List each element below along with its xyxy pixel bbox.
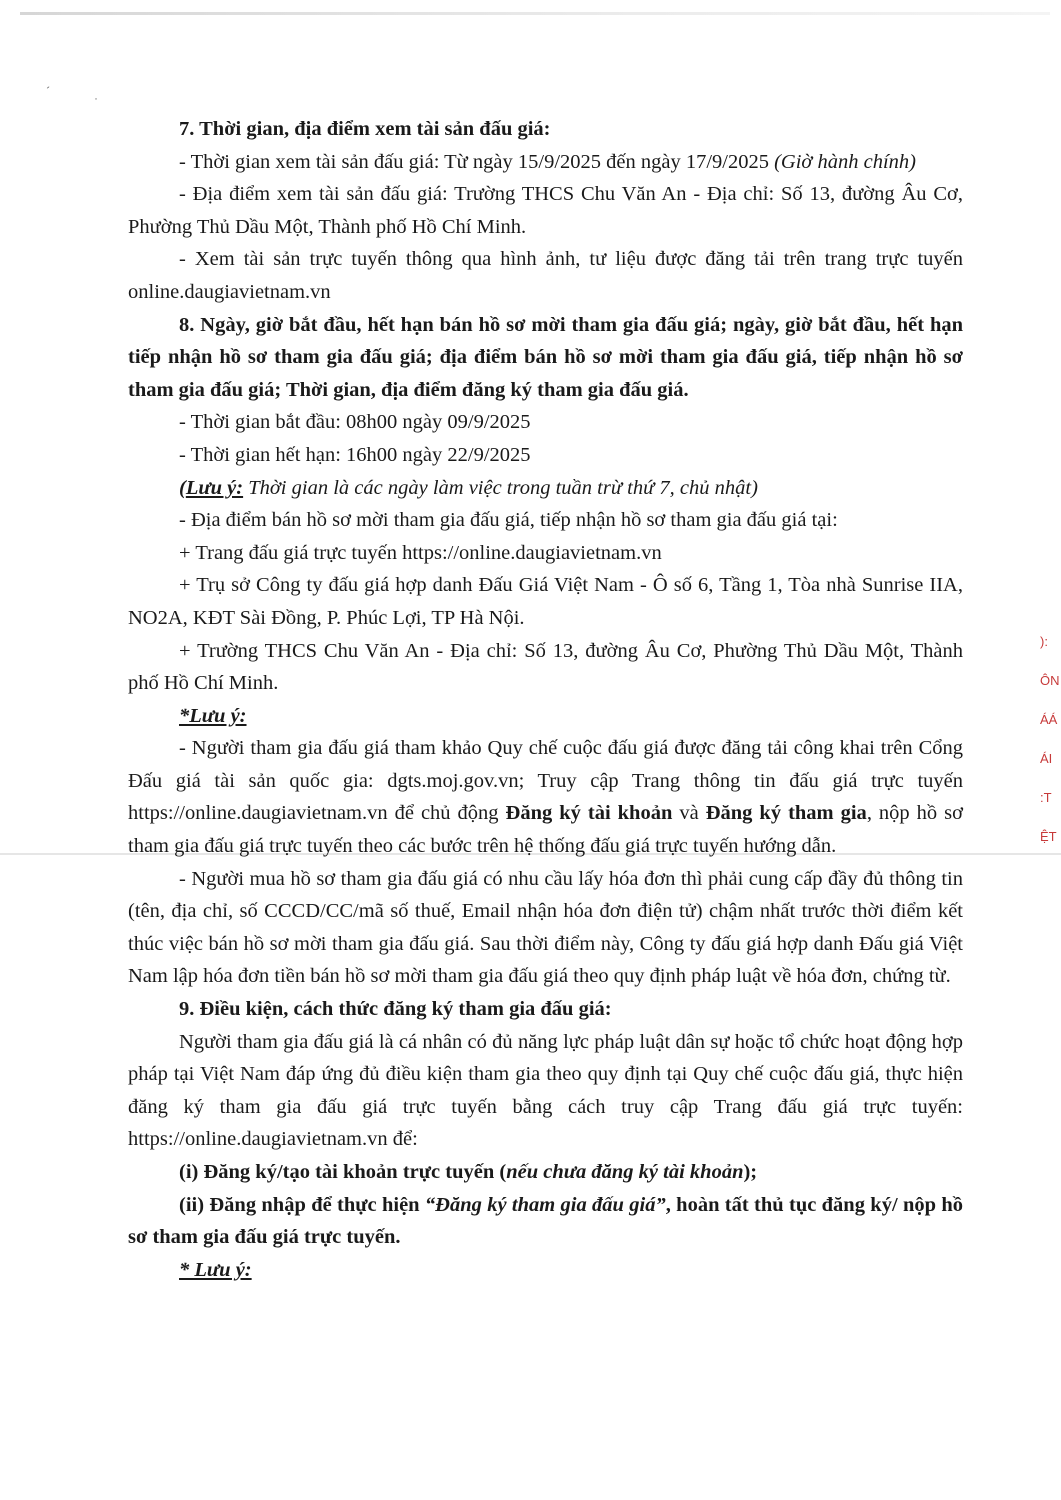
- text-run: , nộp hồ sơ tham gia đấu giá trực tuyến theo các bước trên hệ thống đấu giá trực tuyến hướng dẫn.: [128, 802, 963, 858]
- text-run: );: [743, 1161, 758, 1183]
- paragraph: [128, 504, 963, 537]
- paragraph: [128, 472, 963, 505]
- text-run: , hoàn tất thủ tục đăng ký/ nộp hồ sơ tham gia đấu giá trực tuyến.: [128, 1193, 964, 1249]
- text-run: - Thời gian xem tài sản đấu giá: Từ ngày 15/9/2025 đến ngày 17/9/2025: [179, 150, 775, 173]
- scan-edge-artifact: [20, 12, 1050, 15]
- stamp-text: ):: [1040, 634, 1048, 649]
- paragraph: [128, 569, 963, 634]
- paragraph: [128, 732, 963, 862]
- paragraph: [128, 1254, 963, 1287]
- text-run: - Thời gian bắt đầu: 08h00 ngày 09/9/2025: [179, 411, 531, 434]
- paragraph: [128, 309, 963, 407]
- text-run: * Lưu ý:: [179, 1258, 252, 1281]
- text-run: Đăng ký tài khoản: [505, 802, 673, 825]
- stamp-text: ÁÁ: [1040, 712, 1058, 727]
- text-run: - Thời gian hết hạn: 16h00 ngày 22/9/2025: [179, 443, 531, 466]
- paragraph: [128, 178, 963, 243]
- stamp-text: ÁI: [1040, 751, 1053, 766]
- paragraph: [128, 406, 963, 439]
- paragraph: [128, 146, 963, 179]
- paragraph: [128, 863, 963, 993]
- stamp-text: ỆT: [1040, 829, 1057, 844]
- paragraph: [128, 537, 963, 570]
- red-stamp-fragment: [1040, 622, 1060, 856]
- text-run: (Giờ hành chính): [774, 150, 916, 173]
- stamp-text: ÔN: [1040, 673, 1060, 688]
- paragraph: [128, 439, 963, 472]
- paragraph: [128, 635, 963, 700]
- text-run: *Lưu ý:: [179, 704, 247, 727]
- text-run: nếu chưa đăng ký tài khoản: [506, 1161, 744, 1183]
- paragraph: [128, 243, 963, 308]
- text-run: - Người mua hồ sơ tham gia đấu giá có nhu cầu lấy hóa đơn thì phải cung cấp đầy đủ thông tin (tên, địa chỉ, số CCCD/CC/mã số thuế, Email nhận hóa đơn điện tử) chậm nhất trước thời điểm kết thúc việc bán hồ sơ mời tham gia đấu giá. Sau thời điểm này, Công ty đấu giá hợp danh Đấu giá Việt Nam lập hóa đơn tiền bán hồ sơ mời tham gia đấu giá theo quy định pháp luật về hóa đơn, chứng từ.: [128, 867, 963, 988]
- text-run: (i) Đăng ký/tạo tài khoản trực tuyến (: [179, 1161, 507, 1183]
- text-run: “Đăng ký tham gia đấu giá”: [424, 1193, 666, 1216]
- text-run: (: [179, 476, 186, 499]
- paragraph: [128, 1189, 963, 1254]
- scan-speck: ˊ: [46, 84, 50, 98]
- text-run: Lưu ý:: [185, 476, 244, 499]
- paragraph: [128, 700, 963, 733]
- text-run: + Trang đấu giá trực tuyến https://online.daugiavietnam.vn: [179, 541, 662, 564]
- paragraph: [128, 113, 963, 146]
- document-body: [128, 113, 963, 1286]
- text-run: - Xem tài sản trực tuyến thông qua hình ảnh, tư liệu được đăng tải trên trang trực tuyến online.daugiavietnam.vn: [128, 248, 963, 303]
- text-run: 9. Điều kiện, cách thức đăng ký tham gia đấu giá:: [179, 998, 612, 1021]
- text-run: - Người tham gia đấu giá tham khảo Quy chế cuộc đấu giá được đăng tải công khai trên Cổng Đấu giá tài sản quốc gia: dgts.moj.gov.vn; Truy cập Trang thông tin đấu giá trực tuyến https://online.daugiavietnam.vn để chủ động: [128, 737, 963, 825]
- text-run: + Trụ sở Công ty đấu giá hợp danh Đấu Giá Việt Nam - Ô số 6, Tầng 1, Tòa nhà Sunrise IIA, NO2A, KĐT Sài Đồng, P. Phúc Lợi, TP Hà Nội.: [128, 574, 963, 629]
- paragraph: [128, 1026, 963, 1156]
- text-run: 8. Ngày, giờ bắt đầu, hết hạn bán hồ sơ mời tham gia đấu giá; ngày, giờ bắt đầu, hết hạn tiếp nhận hồ sơ tham gia đấu giá; địa điểm bán hồ sơ mời tham gia đấu giá, tiếp nhận hồ sơ tham gia đấu giá; Thời gian, địa điểm đăng ký tham gia đấu giá.: [128, 313, 963, 401]
- text-run: - Địa điểm xem tài sản đấu giá: Trường THCS Chu Văn An - Địa chỉ: Số 13, đường Âu Cơ, Phường Thủ Dầu Một, Thành phố Hồ Chí Minh.: [128, 183, 963, 238]
- text-run: Người tham gia đấu giá là cá nhân có đủ năng lực pháp luật dân sự hoặc tổ chức hoạt động hợp pháp tại Việt Nam đáp ứng đủ điều kiện tham gia theo quy định tại Quy chế cuộc đấu giá, thực hiện đăng ký tham gia đấu giá trực tuyến bằng cách truy cập Trang đấu giá trực tuyến: https://online.daugiavietnam.vn để:: [128, 1030, 963, 1151]
- text-run: (ii) Đăng nhập để thực hiện: [179, 1193, 425, 1216]
- text-run: Thời gian là các ngày làm việc trong tuần trừ thứ 7, chủ nhật): [243, 476, 758, 499]
- paragraph: [128, 1156, 963, 1189]
- text-run: + Trường THCS Chu Văn An - Địa chỉ: Số 13, đường Âu Cơ, Phường Thủ Dầu Một, Thành phố Hồ Chí Minh.: [128, 639, 963, 695]
- scan-speck: ˙: [94, 95, 98, 109]
- text-run: và: [672, 802, 706, 825]
- text-run: Đăng ký tham gia: [705, 802, 867, 825]
- text-run: - Địa điểm bán hồ sơ mời tham gia đấu giá, tiếp nhận hồ sơ tham gia đấu giá tại:: [179, 509, 838, 532]
- text-run: 7. Thời gian, địa điểm xem tài sản đấu giá:: [179, 118, 551, 140]
- stamp-text: :T: [1040, 790, 1052, 805]
- paragraph: [128, 993, 963, 1026]
